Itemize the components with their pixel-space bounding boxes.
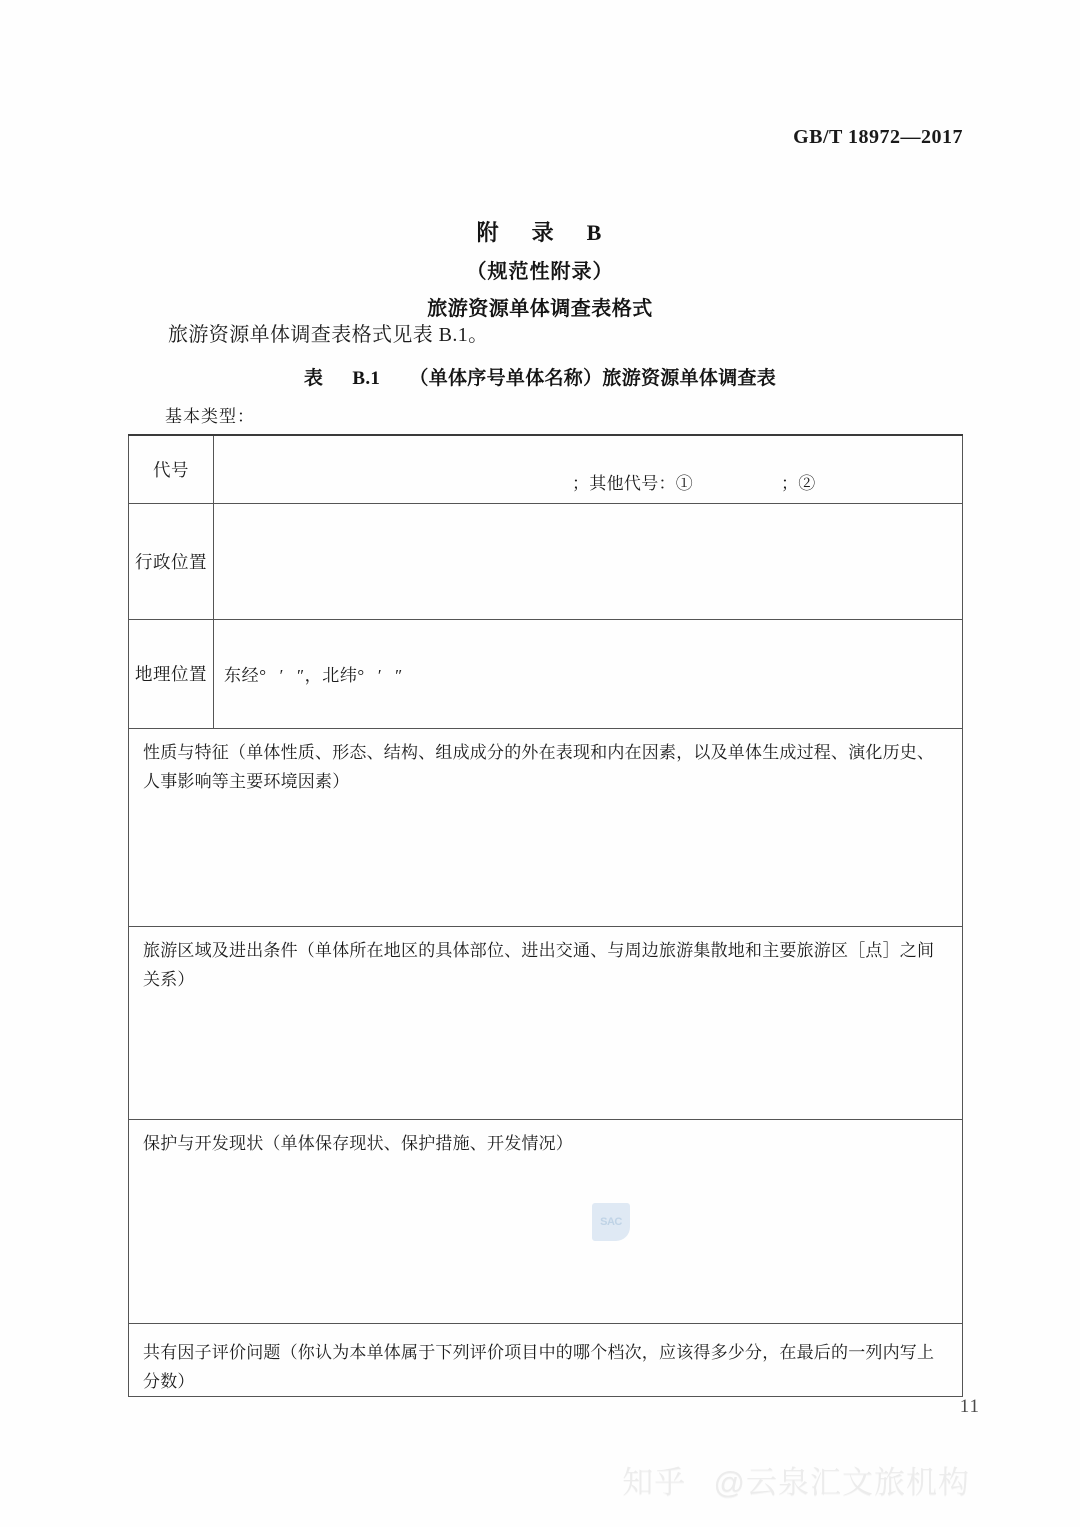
geo-coordinates-text: 东经° ′ ″，北纬° ′ ″ xyxy=(224,666,403,685)
row-protection-development[interactable] xyxy=(129,1119,963,1323)
other-code-text: ；其他代号：① xyxy=(572,474,694,494)
row-value-admin-location[interactable] xyxy=(214,503,963,619)
row-common-factor-evaluation[interactable] xyxy=(129,1323,963,1396)
table-row xyxy=(129,435,963,503)
table-caption-number: B.1 xyxy=(352,368,381,389)
table-row xyxy=(129,503,963,619)
annex-heading xyxy=(0,218,1080,248)
row-tourist-area-access-text: 旅游区域及进出条件（单体所在地区的具体部位、进出交通、与周边旅游集散地和主要旅游区［点］之间关系） xyxy=(143,940,935,989)
table-caption-text: （单体序号单体名称）旅游资源单体调查表 xyxy=(409,368,777,389)
row-label-geo-location: 地理位置 xyxy=(129,619,214,728)
page-number: 11 xyxy=(959,1396,980,1417)
table-caption-label: 表 xyxy=(303,368,324,389)
table-row xyxy=(129,926,963,1119)
row-nature-and-features[interactable] xyxy=(129,728,963,926)
table-row xyxy=(129,619,963,728)
row-value-code[interactable] xyxy=(214,435,963,503)
basic-type-label: 基本类型： xyxy=(165,407,255,426)
row-common-factor-evaluation-text: 共有因子评价问题（你认为本单体属于下列评价项目中的哪个档次，应该得多少分，在最后的一列内写上分数） xyxy=(143,1342,935,1391)
zhihu-watermark xyxy=(622,1457,970,1502)
sac-logo-text: SAC xyxy=(600,1216,622,1228)
annex-title-block xyxy=(0,218,1080,323)
row-protection-development-text: 保护与开发现状（单体保存现状、保护措施、开发情况） xyxy=(143,1133,573,1153)
annex-subtitle: （规范性附录） xyxy=(466,261,614,283)
body-paragraph: 旅游资源单体调查表格式见表 B.1。 xyxy=(168,324,489,346)
annex-title-prefix: 附 xyxy=(476,220,501,245)
second-code-text: ；② xyxy=(781,474,816,494)
row-label-admin-location: 行政位置 xyxy=(129,503,214,619)
table-row xyxy=(129,1119,963,1323)
row-nature-and-features-text: 性质与特征（单体性质、形态、结构、组成成分的外在表现和内在因素，以及单体生成过程、演化历史、人事影响等主要环境因素） xyxy=(143,742,935,791)
row-value-geo-location[interactable] xyxy=(214,619,963,728)
zhihu-watermark-handle: @云泉汇文旅机构 xyxy=(713,1465,970,1500)
row-label-code: 代号 xyxy=(129,435,214,503)
annex-name: 旅游资源单体调查表格式 xyxy=(427,298,653,320)
table-row xyxy=(129,1323,963,1396)
zhihu-watermark-prefix: 知乎 xyxy=(622,1465,687,1500)
survey-table xyxy=(128,434,963,1397)
row-tourist-area-access[interactable] xyxy=(129,926,963,1119)
table-row xyxy=(129,728,963,926)
annex-title-letter: B xyxy=(586,220,604,245)
annex-title-mid: 录 xyxy=(531,220,556,245)
table-caption xyxy=(0,363,1080,390)
standard-number-header: GB/T 18972—2017 xyxy=(793,126,963,148)
